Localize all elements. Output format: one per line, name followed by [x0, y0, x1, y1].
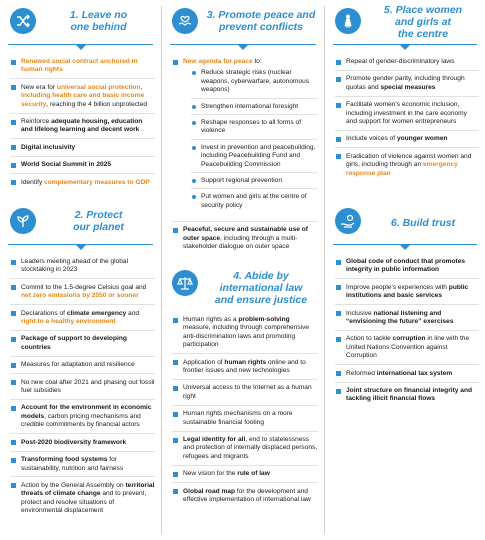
list-item: New era for universal social protection, including health care and basic income security, reaching the 4 billion unprotected [10, 84, 155, 114]
panel-header [0, 0, 161, 58]
list-item: Post-2020 biodiversity framework [10, 439, 155, 452]
list-item: Peaceful, secure and sustainable use of outer space, including through a multi-stakeholder dialogue on outer space [172, 226, 318, 255]
list-item: Package of support to developing countries [10, 335, 155, 356]
panel-header [325, 0, 485, 58]
header-arrow [8, 44, 153, 54]
panel-title: 4. Abide by international law and ensure justice [214, 270, 308, 306]
list-item: Promote gender parity, including through quotas and special measures [335, 75, 479, 96]
list-item: Global road map for the development and effective implementation of international law [172, 488, 318, 508]
list-item: Eradication of violence against women and girls, including through an emergency response plan [335, 153, 479, 182]
panel-list [0, 58, 161, 191]
list-item: Include voices of younger women [335, 135, 479, 148]
header-arrow [333, 44, 477, 54]
sub-list [183, 69, 318, 213]
list-item: Human rights mechanisms on a more sustainable financial footing [172, 410, 318, 431]
leaf-icon [10, 208, 36, 234]
panel-header [162, 262, 324, 316]
panel-protect-our-planet [0, 200, 161, 524]
panel-list [162, 316, 324, 508]
panel-title: 6. Build trust [390, 217, 456, 229]
list-item: Reformed international tax system [335, 370, 479, 383]
list-item: Inclusive national listening and “envisioning the future” exercises [335, 310, 479, 331]
panel-leave-no-one-behind [0, 0, 161, 195]
sub-list-item: Put women and girls at the centre of security policy [191, 193, 318, 213]
panel-header [162, 0, 324, 58]
panel-list [325, 258, 485, 407]
list-item: Facilitate women's economic inclusion, including investment in the care economy and support for women entrepreneurs [335, 101, 479, 131]
list-item: New vision for the rule of law [172, 470, 318, 483]
header-arrow [170, 44, 316, 54]
list-item: Transforming food systems for sustainability, nutrition and fairness [10, 456, 155, 477]
panel-header [0, 200, 161, 258]
list-item: Reinforce adequate housing, education and lifelong learning and decent work [10, 118, 155, 139]
list-item: Renewed social contract anchored in human rights [10, 58, 155, 79]
header-arrow [8, 244, 153, 254]
panel-header [325, 200, 485, 258]
panel-title: 3. Promote peace and prevent conflicts [206, 9, 316, 33]
list-item: Commit to the 1.5-degree Celsius goal and net zero emissions by 2050 or sooner [10, 284, 155, 305]
list-item: Identify complementary measures to GDP [10, 179, 155, 191]
list-item: Account for the environment in economic models, carbon pricing mechanisms and credible commitments by financial actors [10, 404, 155, 434]
list-item: Improve people's experiences with public institutions and basic services [335, 284, 479, 305]
panel-build-trust [325, 200, 485, 412]
panel-list [0, 258, 161, 519]
list-item: Leaders meeting ahead of the global stocktaking in 2023 [10, 258, 155, 279]
sub-list-item: Strengthen international foresight [191, 103, 318, 115]
list-item: No new coal after 2021 and phasing out fossil fuel subsidies [10, 379, 155, 400]
list-item: World Social Summit in 2025 [10, 161, 155, 174]
shuffle-icon [10, 8, 36, 34]
list-item: Legal identity for all, end to statelessness and protection of internally displaced persons, refugees and migrants [172, 436, 318, 466]
panel-list [325, 58, 485, 182]
list-item: Global code of conduct that promotes integrity in public information [335, 258, 479, 279]
list-item: Application of human rights online and to frontier issues and new technologies [172, 359, 318, 380]
list-item: Action by the General Assembly on territorial threats of climate change and to prevent, protect and resolve situations of environmental displacement [10, 482, 155, 519]
sub-list-item: Support regional prevention [191, 177, 318, 189]
list-item: Joint structure on financial integrity and tackling illicit financial flows [335, 387, 479, 407]
handshake-heart-icon [172, 8, 198, 34]
list-item: Measures for adaptation and resilience [10, 361, 155, 374]
list-item: New agenda for peace to: Reduce strategic risks (nuclear weapons, cyberwarfare, autonomous weapons) Strengthen international foresight Reshape responses to all forms of violence Invest in prevention and peacebuilding, including Peacebuilding Fund and Peacebuilding Commission Support regional prevention Put women and girls at the centre of security policy [172, 58, 318, 222]
list-item: Digital inclusivity [10, 144, 155, 157]
list-item: Action to tackle corruption in line with the United Nations Convention against Corruption [335, 335, 479, 365]
woman-icon [335, 8, 361, 34]
panel-list [162, 58, 324, 255]
scales-icon [172, 270, 198, 296]
list-item: Universal access to the Internet as a human right [172, 384, 318, 405]
list-item: Repeal of gender-discriminatory laws [335, 58, 479, 71]
panel-promote-peace [162, 0, 324, 260]
hand-coin-icon [335, 208, 361, 234]
sub-list-item: Reshape responses to all forms of violence [191, 119, 318, 140]
panel-title: 2. Protect our planet [73, 209, 124, 233]
list-item: Declarations of climate emergency and right to a healthy environment [10, 310, 155, 331]
panel-international-law [162, 262, 324, 513]
panel-women-and-girls [325, 0, 485, 186]
sub-list-item: Reduce strategic risks (nuclear weapons, cyberwarfare, autonomous weapons) [191, 69, 318, 98]
sub-list-item: Invest in prevention and peacebuilding, including Peacebuilding Fund and Peacebuilding Commission [191, 144, 318, 173]
list-item: Human rights as a problem-solving measure, including through comprehensive anti-discrimination laws and promoting participation [172, 316, 318, 354]
header-arrow [333, 244, 477, 254]
panel-title: 1. Leave no one behind [69, 9, 128, 33]
panel-title: 5. Place women and girls at the centre [383, 4, 463, 40]
